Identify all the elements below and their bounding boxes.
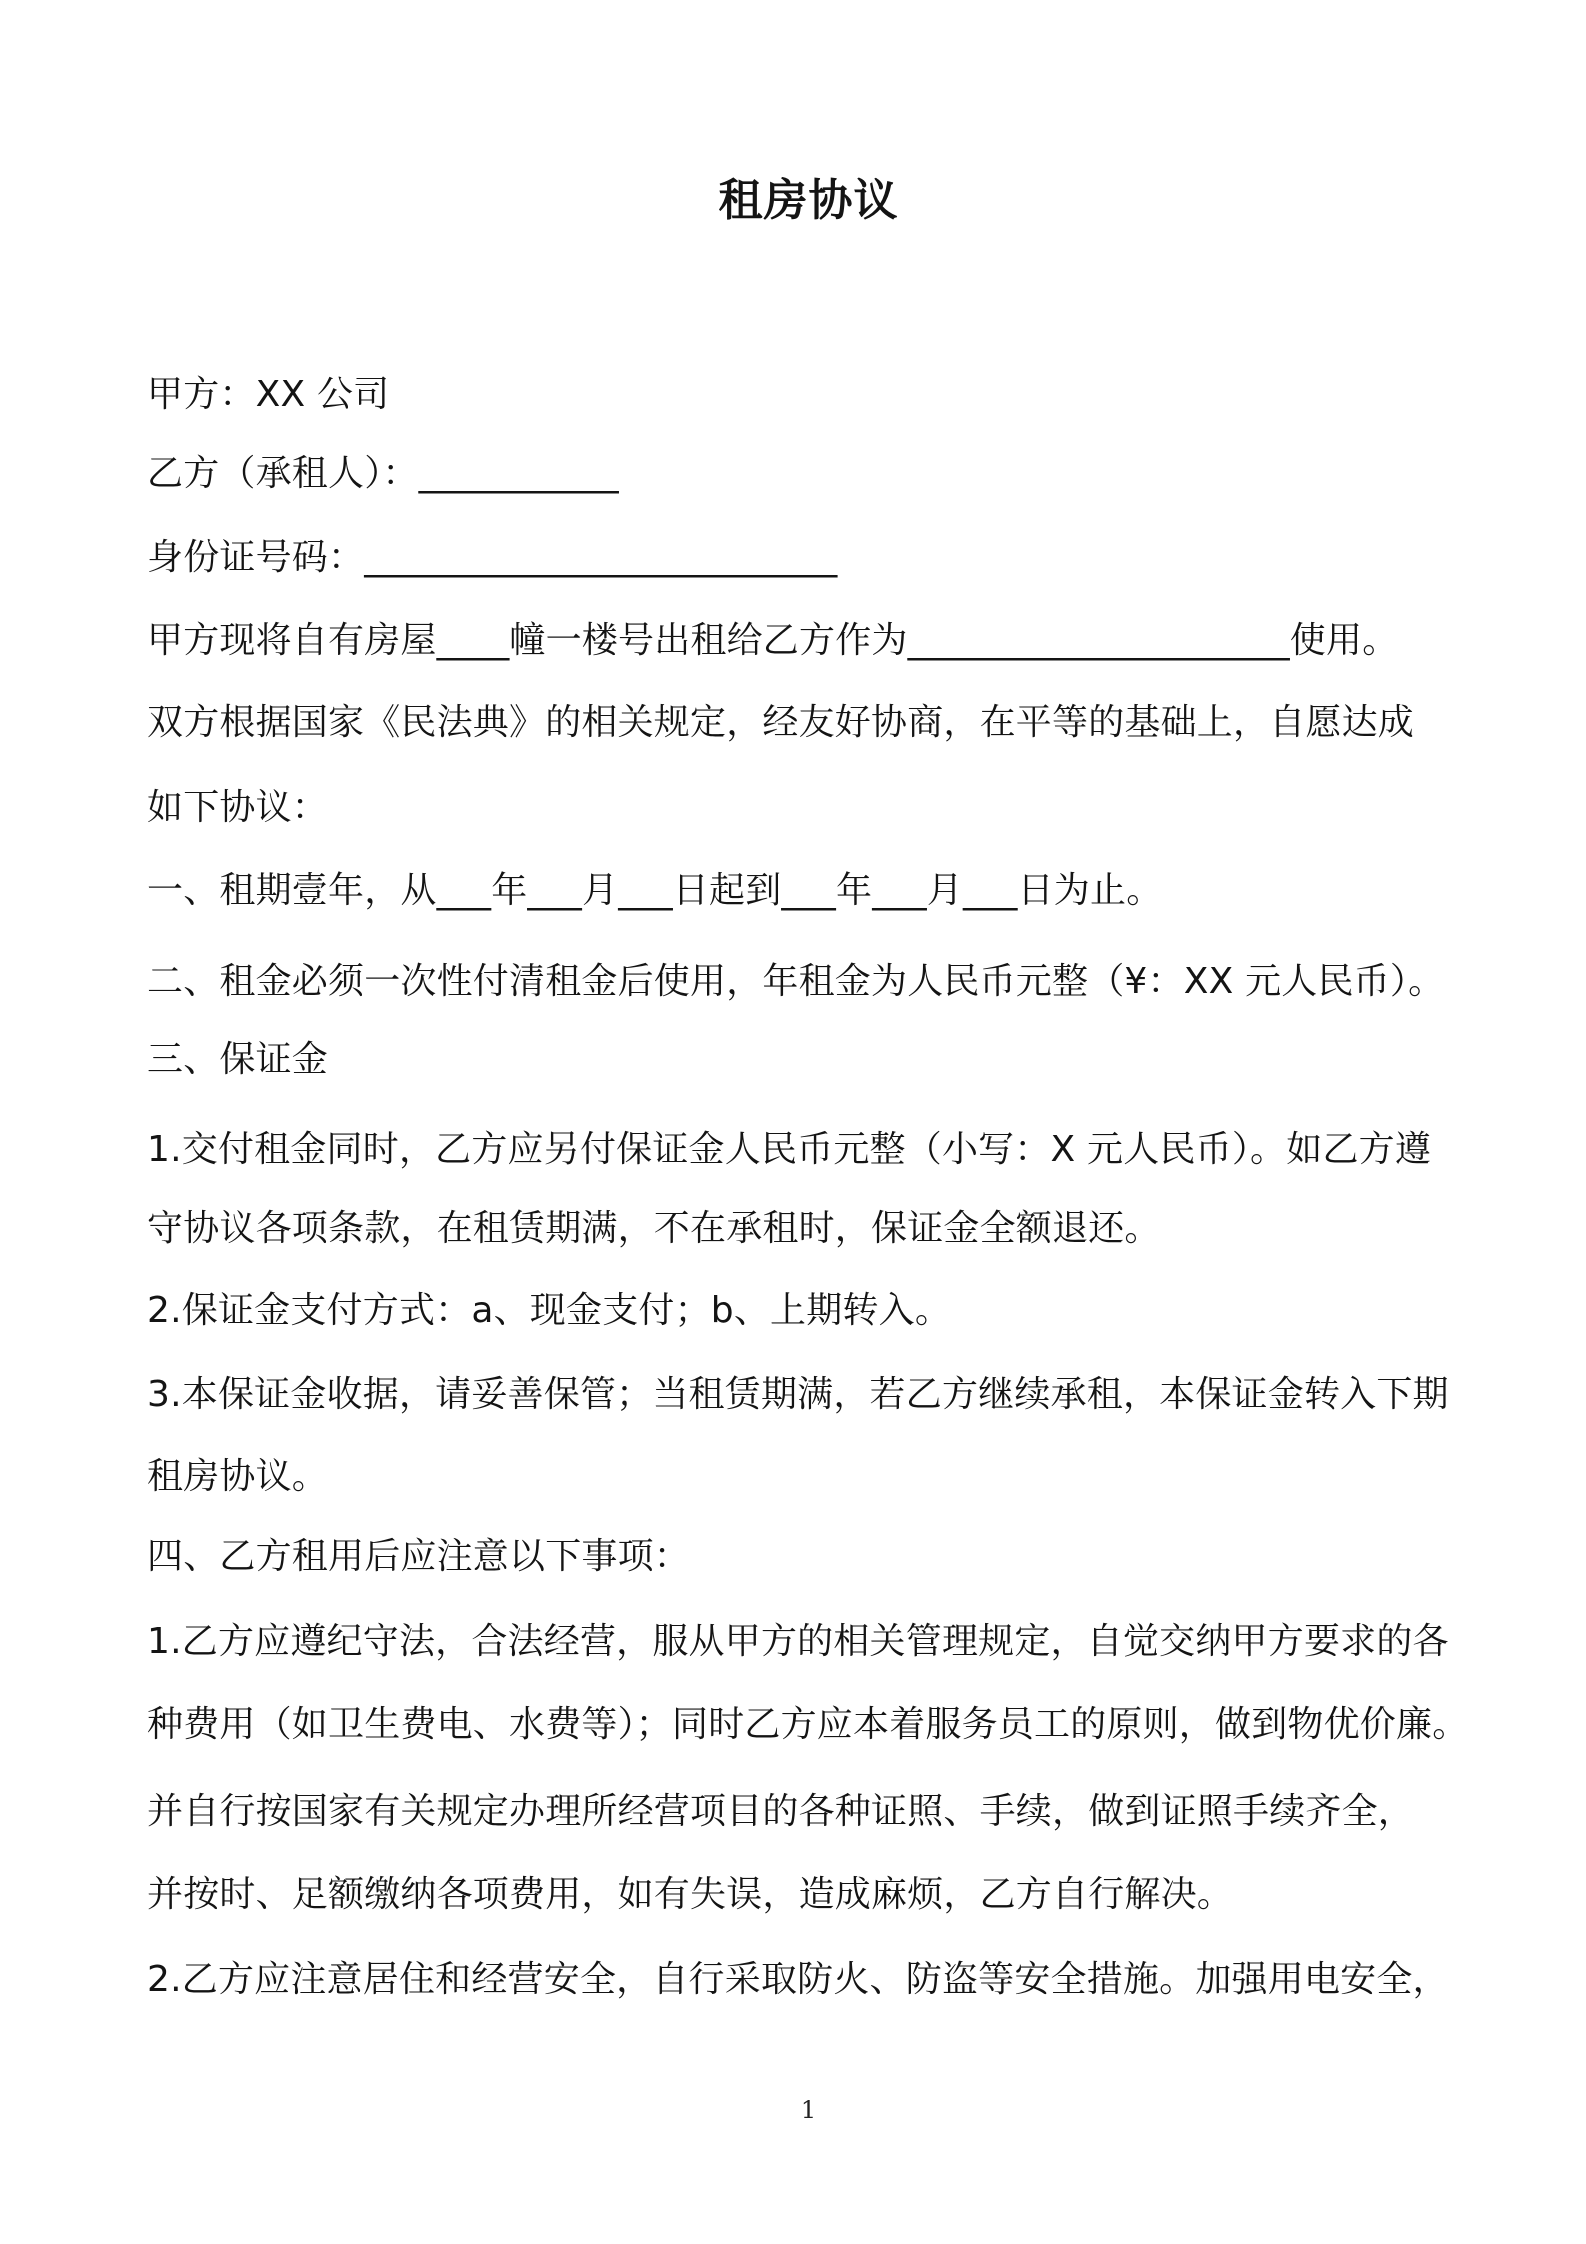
clause-3-item-1: 1.交付租金同时，乙方应另付保证金人民币元整（小写：X 元人民币）。如乙方遵	[147, 1129, 1432, 1170]
clause-3-item-2: 2.保证金支付方式：a、现金支付；b、上期转入。	[147, 1290, 952, 1331]
clause-2-rent: 二、租金必须一次性付清租金后使用，年租金为人民币元整（¥：XX 元人民币）。	[147, 961, 1445, 1002]
clause-4-item-2: 2.乙方应注意居住和经营安全，自行采取防火、防盗等安全措施。加强用电安全，	[147, 1959, 1449, 2000]
property-lease-line: 甲方现将自有房屋____幢一楼号出租给乙方作为_____________________使用。	[147, 620, 1399, 661]
agreement-intro-line: 双方根据国家《民法典》的相关规定，经友好协商，在平等的基础上，自愿达成	[147, 702, 1415, 743]
clause-3-item-1-cont: 守协议各项条款，在租赁期满，不在承租时，保证金全额退还。	[147, 1208, 1161, 1249]
clause-4-item-1-cont: 种费用（如卫生费电、水费等）；同时乙方应本着服务员工的原则，做到物优价廉。	[147, 1704, 1469, 1745]
clause-4-item-1-cont-2: 并自行按国家有关规定办理所经营项目的各种证照、手续，做到证照手续齐全，	[147, 1791, 1415, 1832]
clause-4-item-1: 1.乙方应遵纪守法，合法经营，服从甲方的相关管理规定，自觉交纳甲方要求的各	[147, 1621, 1449, 1662]
clause-1-lease-term: 一、租期壹年，从___年___月___日起到___年___月___日为止。	[147, 870, 1163, 911]
clause-4-heading: 四、乙方租用后应注意以下事项：	[147, 1536, 691, 1577]
party-a-line: 甲方：XX 公司	[147, 374, 390, 415]
id-number-line: 身份证号码：__________________________	[147, 537, 838, 578]
party-b-line: 乙方（承租人）：___________	[147, 453, 619, 494]
document-title: 租房协议	[718, 175, 899, 226]
agreement-intro-line-2: 如下协议：	[147, 787, 329, 828]
clause-3-item-3: 3.本保证金收据，请妥善保管；当租赁期满，若乙方继续承租，本保证金转入下期	[147, 1374, 1449, 1415]
page-number: 1	[800, 2096, 817, 2124]
clause-3-item-3-cont: 租房协议。	[147, 1456, 329, 1497]
clause-4-item-1-cont-3: 并按时、足额缴纳各项费用，如有失误，造成麻烦，乙方自行解决。	[147, 1874, 1234, 1915]
clause-3-heading: 三、保证金	[147, 1039, 329, 1080]
